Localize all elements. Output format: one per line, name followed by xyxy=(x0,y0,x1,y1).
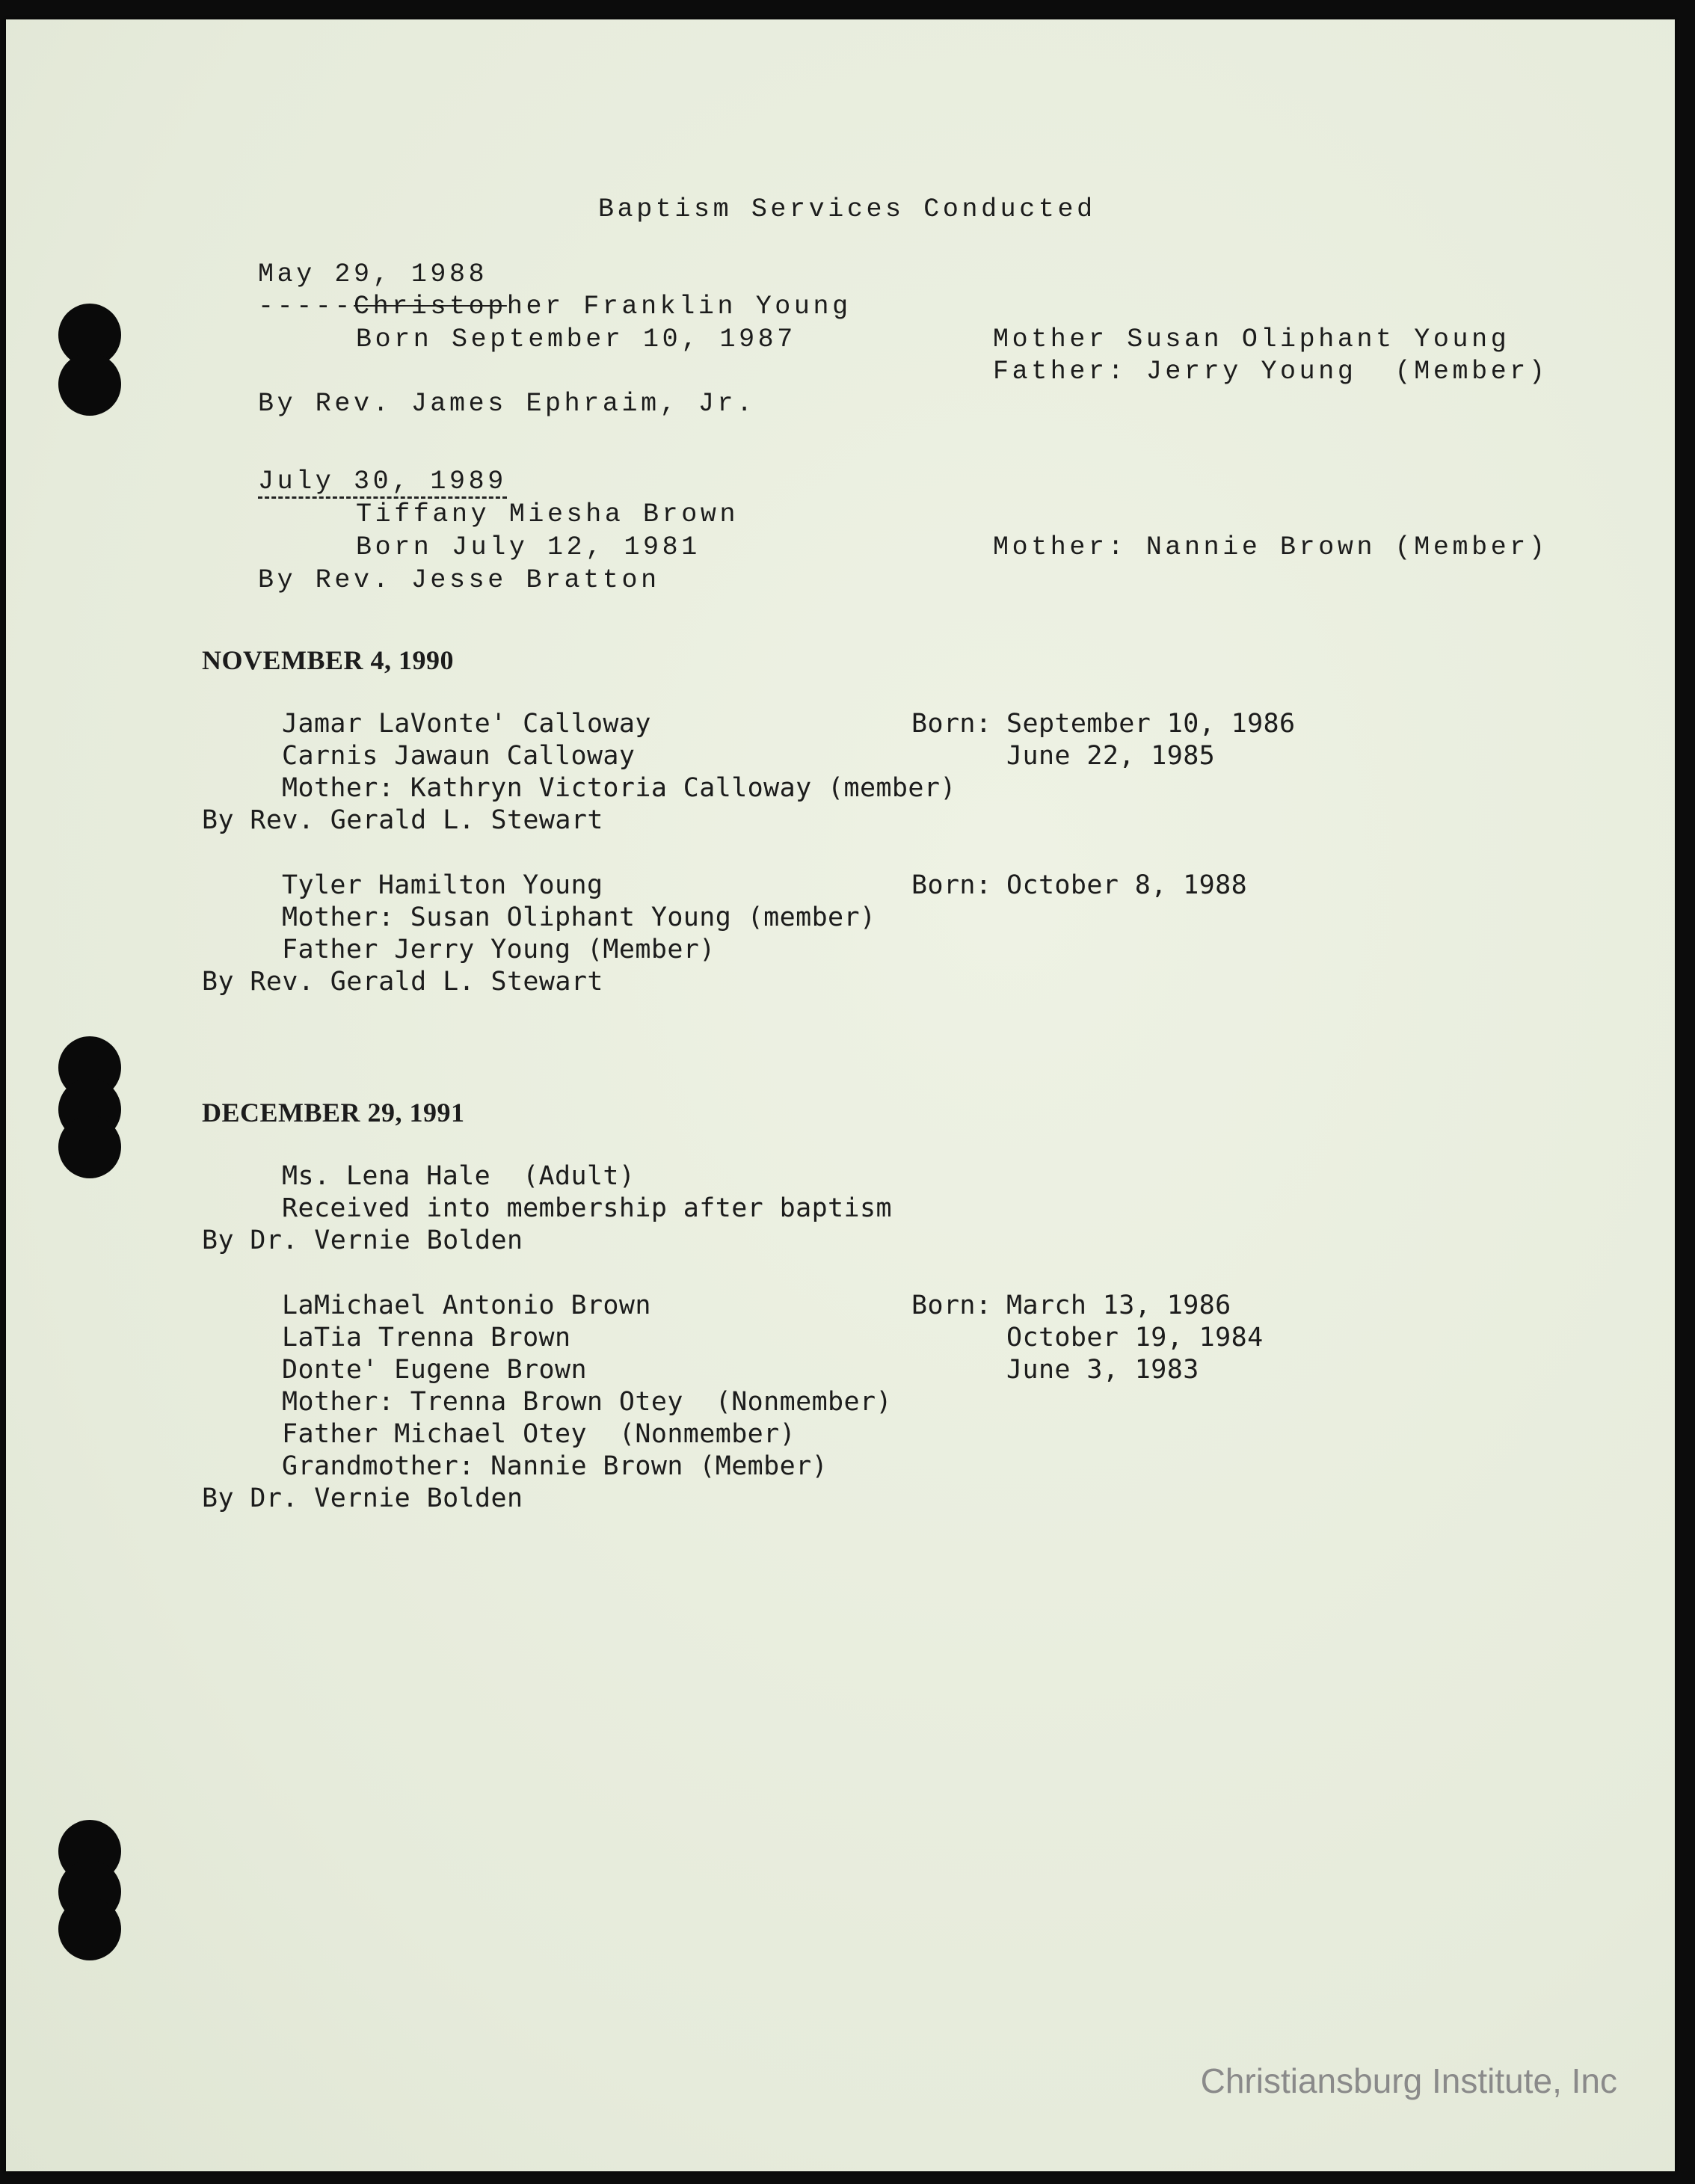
entry-1-name-struck: Christop xyxy=(354,292,507,322)
entry-1-officiant: By Rev. James Ephraim, Jr. xyxy=(258,389,756,419)
calloway-mother: Mother: Kathryn Victoria Calloway (member) xyxy=(282,773,956,803)
brown-child-2-born: October 19, 1984 xyxy=(1006,1323,1264,1353)
young-father: Father Jerry Young (Member) xyxy=(282,935,716,965)
watermark: Christiansburg Institute, Inc xyxy=(1200,2061,1617,2100)
young-officiant: By Rev. Gerald L. Stewart xyxy=(202,967,603,997)
entry-1-name xyxy=(258,292,852,322)
entry-1-name-rest: her Franklin Young xyxy=(506,292,852,322)
brown-child-2: LaTia Trenna Brown xyxy=(282,1323,571,1353)
entry-1-dashes: ----- xyxy=(258,292,354,322)
entry-2-officiant: By Rev. Jesse Bratton xyxy=(258,565,660,595)
young-child: Tyler Hamilton Young xyxy=(282,870,603,900)
document-title: Baptism Services Conducted xyxy=(598,194,1096,224)
entry-1-date: May 29, 1988 xyxy=(258,259,488,289)
binder-hole-top xyxy=(58,304,121,416)
calloway-child-1-born: September 10, 1986 xyxy=(1006,709,1296,739)
calloway-born-label: Born: xyxy=(911,709,992,739)
binder-hole-middle xyxy=(58,1036,121,1178)
entry-1-mother: Mother Susan Oliphant Young xyxy=(993,324,1510,354)
calloway-child-1: Jamar LaVonte' Calloway xyxy=(282,709,651,739)
entry-2-date-text: July 30, 1989 xyxy=(258,467,507,499)
entry-2-date xyxy=(258,467,507,496)
section-1990-heading: NOVEMBER 4, 1990 xyxy=(202,645,455,675)
young-child-born: October 8, 1988 xyxy=(1006,870,1248,900)
brown-born-label: Born: xyxy=(911,1291,992,1320)
entry-1-father: Father: Jerry Young (Member) xyxy=(993,357,1548,387)
brown-child-3-born: June 3, 1983 xyxy=(1006,1355,1199,1385)
young-mother: Mother: Susan Oliphant Young (member) xyxy=(282,902,876,932)
entry-2-mother: Mother: Nannie Brown (Member) xyxy=(993,532,1548,562)
section-1991-heading: DECEMBER 29, 1991 xyxy=(202,1098,465,1128)
brown-father: Father Michael Otey (Nonmember) xyxy=(282,1419,796,1449)
entry-1-born: Born September 10, 1987 xyxy=(356,324,796,354)
hale-officiant: By Dr. Vernie Bolden xyxy=(202,1225,523,1255)
brown-child-3: Donte' Eugene Brown xyxy=(282,1355,587,1385)
brown-grandmother: Grandmother: Nannie Brown (Member) xyxy=(282,1451,828,1481)
calloway-officiant: By Rev. Gerald L. Stewart xyxy=(202,805,603,835)
entry-2-name: Tiffany Miesha Brown xyxy=(356,499,739,529)
young-born-label: Born: xyxy=(911,870,992,900)
brown-officiant: By Dr. Vernie Bolden xyxy=(202,1483,523,1513)
calloway-child-2-born: June 22, 1985 xyxy=(1006,741,1216,771)
entry-2-born: Born July 12, 1981 xyxy=(356,532,701,562)
document-page xyxy=(6,19,1675,2171)
binder-hole-bottom xyxy=(58,1820,121,1962)
hale-note: Received into membership after baptism xyxy=(282,1193,892,1223)
calloway-child-2: Carnis Jawaun Calloway xyxy=(282,741,636,771)
brown-child-1: LaMichael Antonio Brown xyxy=(282,1291,651,1320)
brown-mother: Mother: Trenna Brown Otey (Nonmember) xyxy=(282,1387,892,1417)
hale-name: Ms. Lena Hale (Adult) xyxy=(282,1161,636,1191)
brown-child-1-born: March 13, 1986 xyxy=(1006,1291,1231,1320)
